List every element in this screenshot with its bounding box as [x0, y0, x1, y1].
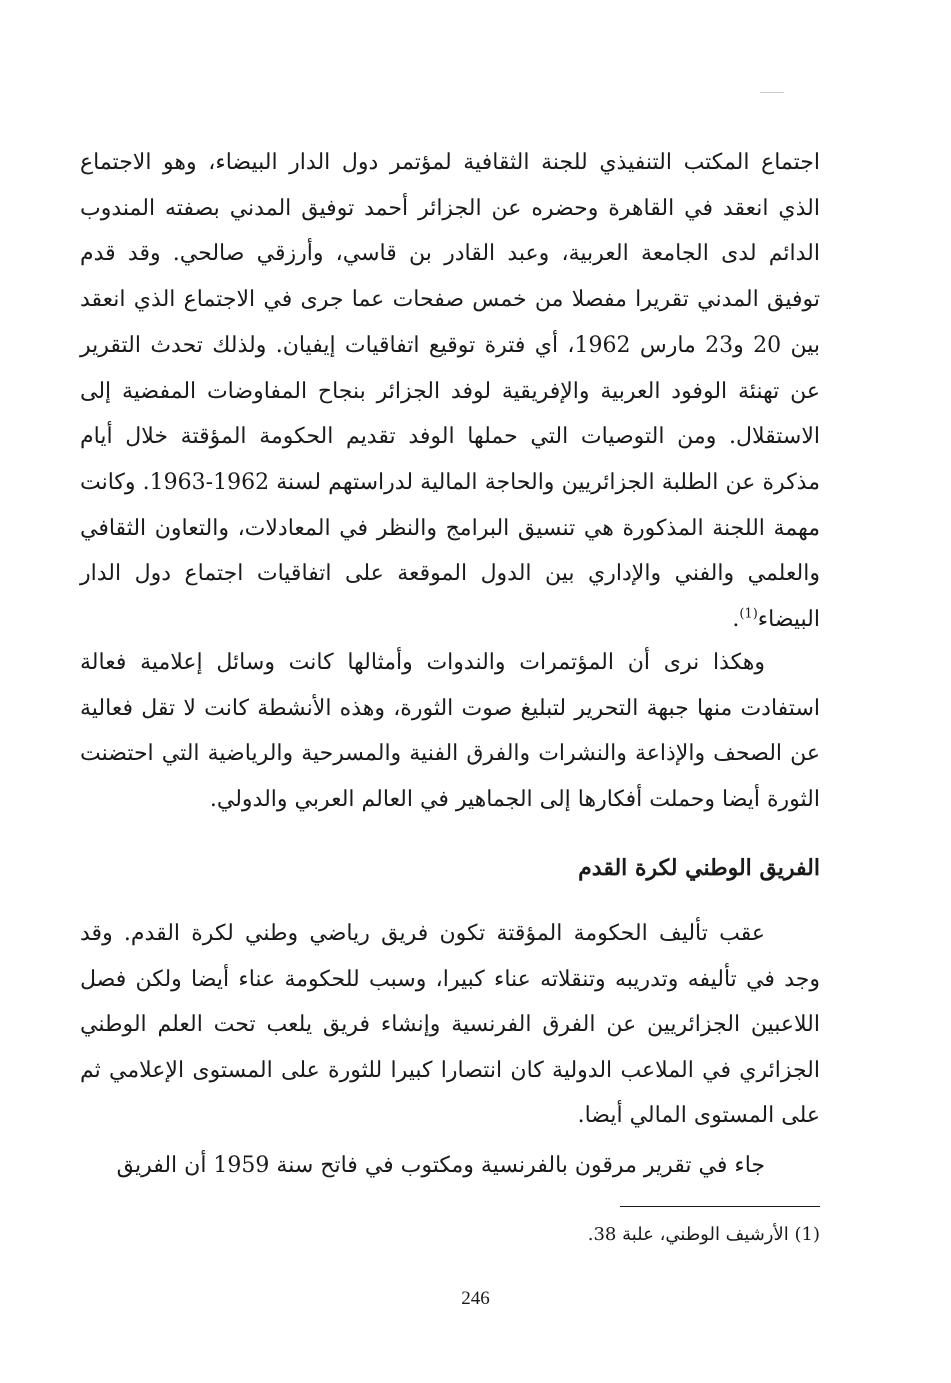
footnote-divider [620, 1206, 820, 1207]
paragraph-1-text: اجتماع المكتب التنفيذي للجنة الثقافية لمؤتمر دول الدار البيضاء، وهو الاجتماع الذي انعقد في القاهرة وحضره عن الجزائر أحمد توفيق المدني بصفته المندوب الدائم لدى الجامعة العربية، وعبد القادر بن قاسي، وأرزقي صالحي. وقد قدم توفيق المدني تقريرا مفصلا من خمس صفحات عما جرى في الاجتماع الذي انعقد بين 20 و23 مارس 1962، أي فترة توقيع اتفاقيات إيفيان. ولذلك تحدث التقرير عن تهنئة الوفود العربية والإفريقية لوفد الجزائر بنجاح المفاوضات المفضية إلى الاستقلال. ومن التوصيات التي حملها الوفد تقديم الحكومة المؤقتة خلال أيام مذكرة عن الطلبة الجزائريين والحاجة المالية لدراستهم لسنة 1962-1963. وكانت مهمة اللجنة المذكورة هي تنسيق البرامج والنظر في المعادلات، والتعاون الثقافي والعلمي والفني والإداري بين الدول الموقعة على اتفاقيات اجتماع دول الدار البيضاء [80, 150, 820, 633]
paragraph-3-text: عقب تأليف الحكومة المؤقتة تكون فريق رياضي وطني لكرة القدم. وقد وجد في تأليفه وتدريبه وتنقلاته عناء كبيرا، وسبب للحكومة عناء أيضا ولكن فصل اللاعبين الجزائريين عن الفرق الفرنسية وإنشاء فريق يلعب تحت العلم الوطني الجزائري في الملاعب الدولية كان انتصارا كبيرا للثورة على المستوى الإعلامي ثم على المستوى المالي أيضا. [80, 921, 820, 1129]
footnote-reference[interactable]: (1) [739, 606, 758, 622]
page-number: 246 [461, 1288, 490, 1309]
paragraph-1-end: . [732, 607, 740, 633]
scan-artifact [760, 92, 784, 93]
footnote: (1) الأرشيف الوطني، علبة 38. [587, 1224, 820, 1245]
paragraph-1 [80, 140, 820, 643]
section-heading: الفريق الوطني لكرة القدم [578, 855, 820, 881]
paragraph-3 [80, 911, 820, 1139]
paragraph-2-text: وهكذا نرى أن المؤتمرات والندوات وأمثالها كانت وسائل إعلامية فعالة استفادت منها جبهة التحرير لتبليغ صوت الثورة، وهذه الأنشطة كانت لا تقل فعالية عن الصحف والإذاعة والنشرات والفرق الفنية والمسرحية والرياضية التي احتضنت الثورة أيضا وحملت أفكارها إلى الجماهير في العالم العربي والدولي. [80, 650, 820, 812]
paragraph-4 [80, 1143, 820, 1189]
paragraph-2 [80, 640, 820, 822]
paragraph-4-text: جاء في تقرير مرقون بالفرنسية ومكتوب في فاتح سنة 1959 أن الفريق [116, 1153, 765, 1178]
